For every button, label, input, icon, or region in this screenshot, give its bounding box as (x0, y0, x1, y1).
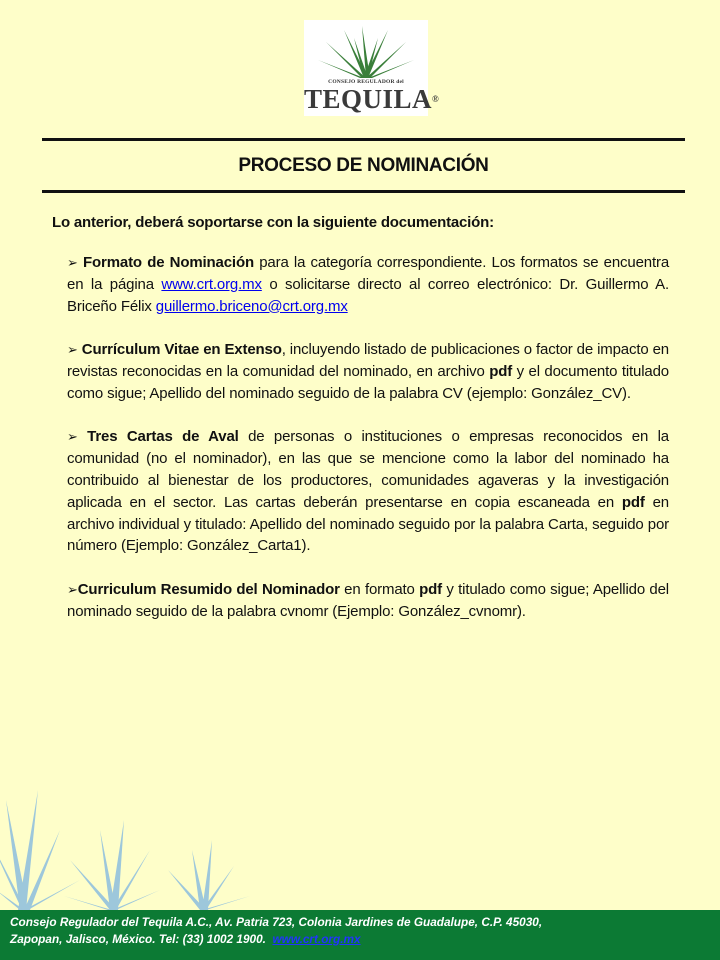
footer-address-line1: Consejo Regulador del Tequila A.C., Av. Patria 723, Colonia Jardines de Guadalupe, C.P. 45030, (10, 915, 543, 929)
agave-decoration-icon (0, 770, 260, 915)
requirements-list (67, 252, 669, 644)
footer-address-line2: Zapopan, Jalisco, México. Tel: (33) 1002 1900. www.crt.org.mx (10, 932, 361, 946)
logo-small-text: CONSEJO REGULADOR del (328, 79, 404, 85)
arrow-bullet-icon: ➢ (67, 581, 78, 597)
logo-wordmark: TEQUILA® (304, 84, 440, 114)
item-heading: Currículum Vitae en Extenso (81, 341, 282, 359)
page-title: PROCESO DE NOMINACIÓN (238, 155, 489, 176)
intro-text: Lo anterior, deberá soportarse con la siguiente documentación: (52, 214, 494, 231)
arrow-bullet-icon: ➢ (67, 255, 78, 270)
item-heading: Tres Cartas de Aval (87, 428, 239, 446)
list-item: ➢ Currículum Vitae en Extenso, incluyendo listado de publicaciones o factor de impacto en revistas reconocidas en la comunidad del nominado, en archivo pdf y el documento titulado como sigue; Apellido del nominado seguido de la palabra CV (ejemplo: González_CV). (67, 341, 669, 402)
list-item: ➢ Formato de Nominación para la categoría correspondiente. Los formatos se encuentra en la página www.crt.org.mx o solicitarse directo al correo electrónico: Dr. Guillermo A. Briceño Félix guillermo.briceno@crt.org.mx (67, 254, 670, 315)
footer-website-link[interactable]: www.crt.org.mx (272, 932, 361, 946)
item-heading: Formato de Nominación (83, 254, 254, 271)
item-heading: Curriculum Resumido del Nominador (77, 580, 340, 598)
bottom-divider (42, 190, 685, 193)
arrow-bullet-icon: ➢ (67, 429, 78, 445)
arrow-bullet-icon: ➢ (67, 342, 78, 358)
crt-logo (304, 20, 440, 116)
top-divider (42, 138, 685, 141)
crt-website-link[interactable]: www.crt.org.mx (161, 275, 262, 293)
footer (0, 910, 720, 960)
list-item: ➢ Tres Cartas de Aval de personas o instituciones o empresas reconocidos en la comunidad (no el nominador), en las que se mencione como la labor del nominado ha contribuido al bienestar de los productores, comunidades agaveras y la investigación aplicada en el sector. Las cartas deberán presentarse en copia escaneada en pdf en archivo individual y titulado: Apellido del nominado seguido por la palabra Carta, seguido por número (Ejemplo: González_Carta1). (67, 428, 669, 555)
email-link[interactable]: guillermo.briceno@crt.org.mx (155, 297, 348, 315)
list-item: ➢Curriculum Resumido del Nominador en formato pdf y titulado como sigue; Apellido del nominado seguido de la palabra cvnomr (Ejemplo: González_cvnomr). (67, 580, 669, 620)
